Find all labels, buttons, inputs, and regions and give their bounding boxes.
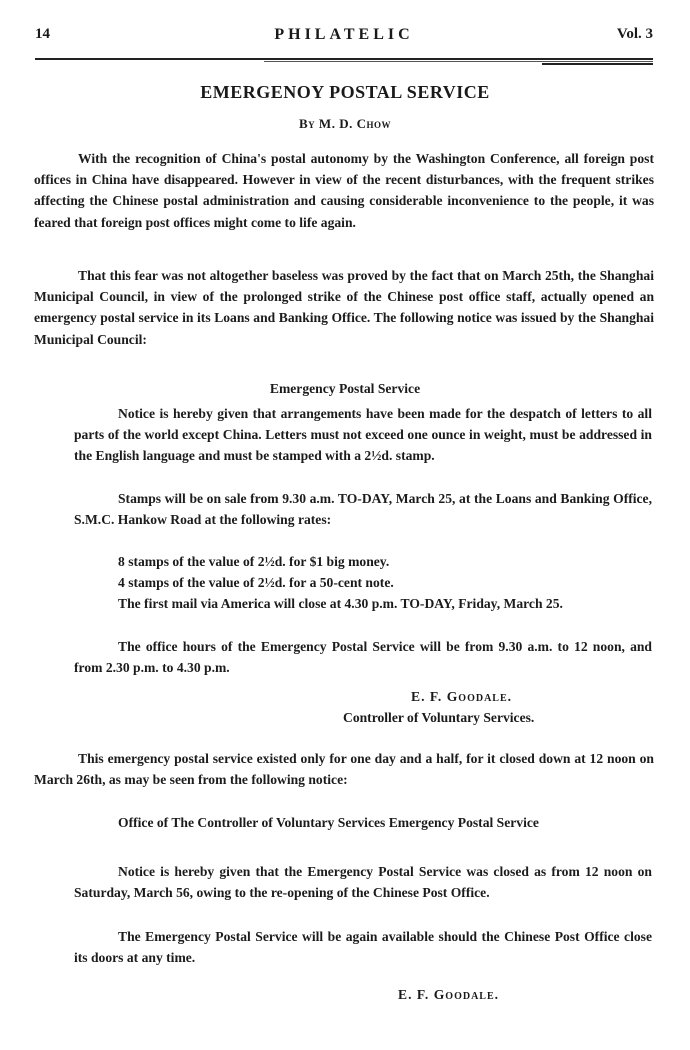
volume-label: Vol. 3 <box>616 26 653 42</box>
paragraph-intro: With the recognition of China's postal autonomy by the Washington Conference, all foreign post offices in China have disappeared. However in view of the recent disturbances, with the frequent strikes affecting the Chinese postal administration and causing considerable inconvenience to the people, it was feared that foreign post offices might come to life again. <box>34 151 654 230</box>
signature-text: E. F. Goodale. <box>398 987 500 1002</box>
notice-paragraph: Notice is hereby given that arrangements have been made for the despatch of letters to all parts of the world except China. Letters must not exceed one ounce in weight, must be addressed in the English language and must be stamped with a 2½d. stamp. <box>74 406 652 464</box>
notice2-heading: Office of The Controller of Voluntary Services Emergency Postal Service <box>118 815 539 830</box>
rate-line: 4 stamps of the value of 2½d. for a 50-cent note. <box>118 575 394 590</box>
byline <box>0 116 690 132</box>
rule-line <box>542 63 653 65</box>
byline-prefix: By <box>299 116 316 131</box>
notice-heading: Emergency Postal Service <box>269 381 421 396</box>
paragraph-fear: That this fear was not altogether baseless was proved by the fact that on March 25th, the Shanghai Municipal Council, in view of the prolonged strike of the Chinese post office staff, actually opened an emergency postal service in its Loans and Banking Office. The following notice was issued by the Shanghai Municipal Council: <box>34 268 654 347</box>
header-double-rule <box>35 58 653 65</box>
notice-paragraph: The Emergency Postal Service will be again available should the Chinese Post Office close its doors at any time. <box>74 929 652 966</box>
signature-text: E. F. Goodale. <box>411 689 513 704</box>
rate-line: 8 stamps of the value of 2½d. for $1 big money. <box>118 554 390 569</box>
notice-paragraph: Notice is hereby given that the Emergency Postal Service was closed as from 12 noon on Saturday, March 56, owing to the re-opening of the Chinese Post Office. <box>74 864 652 901</box>
notice-paragraph: Stamps will be on sale from 9.30 a.m. TO-DAY, March 25, at the Loans and Banking Office, S.M.C. Hankow Road at the following rates: <box>74 491 652 528</box>
signature-title: Controller of Voluntary Services. <box>343 710 535 725</box>
signature-name <box>411 689 512 705</box>
notice-paragraph: The first mail via America will close at 4.30 p.m. TO-DAY, Friday, March 25. <box>118 596 563 611</box>
article-title: EMERGENOY POSTAL SERVICE <box>200 82 490 102</box>
paragraph-closure: This emergency postal service existed only for one day and a half, for it closed down at 12 noon on March 26th, as may be seen from the following notice: <box>34 751 654 788</box>
journal-title: PHILATELIC <box>274 26 414 43</box>
rule-line <box>35 58 653 60</box>
author-name: M. D. Chow <box>318 116 391 131</box>
page-number: 14 <box>35 26 50 42</box>
signature-name <box>398 987 499 1003</box>
rule-line <box>264 61 653 62</box>
running-head <box>35 26 653 48</box>
notice-paragraph: The office hours of the Emergency Postal Service will be from 9.30 a.m. to 12 noon, and from 2.30 p.m. to 4.30 p.m. <box>74 639 652 676</box>
